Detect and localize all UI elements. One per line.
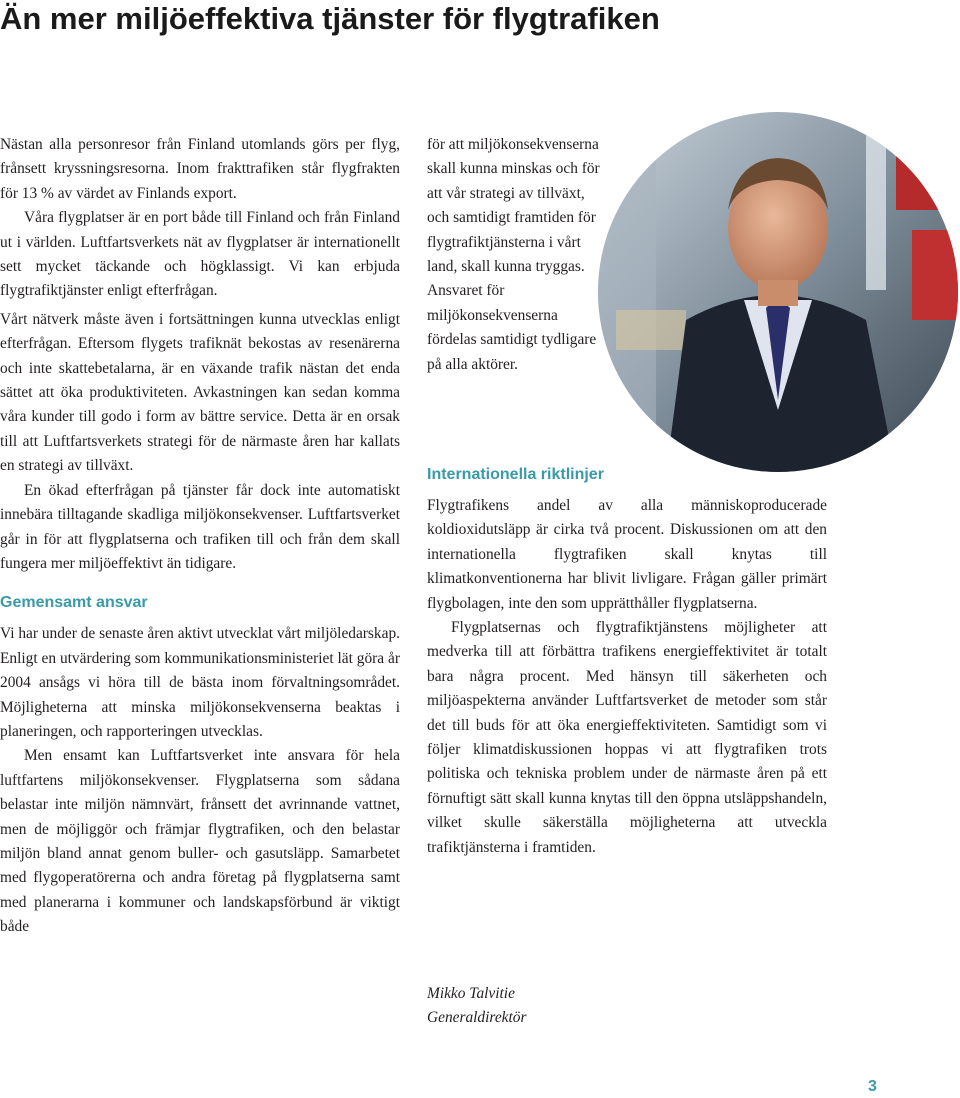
page-title: Än mer miljöeffektiva tjänster för flygtrafiken [0, 1, 660, 36]
right-paragraph-2: Flygtrafikens andel av alla människoproducerade koldioxidutsläpp är cirka två procent. Diskussionen om att den internationella flygtrafiken skall knytas till klimatkonventionerna har blivit livligare. Frågan gäller primärt flygbolagen, inte den som upprätthåller flygplatserna. [427, 497, 827, 612]
right-column-top [427, 133, 603, 377]
left-paragraph-3: Vårt nätverk måste även i fortsättningen kunna utvecklas enligt efterfrågan. Eftersom flygets trafiknät bekostas av resenärerna och inte skattebetalarna, är en växande trafik nästan det enda sättet att öka produktiviteten. Avkastningen kan sedan komma våra kunder till godo i form av bättre service. Detta är en orsak till att Luftfartsverkets strategi för de närmaste åren har kallats en strategi av tillväxt. [0, 310, 400, 475]
right-paragraph-3: Flygplatsernas och flygtrafiktjänstens möjligheter att medverka till att förbättra trafikens energieffektivitet är totalt bara några procent. Med hänsyn till säkerheten och miljöaspekterna använder Luftfartsverket de metoder som står det till buds för att öka energieffektiviteten. Samtidigt som vi följer klimatdiskussionen hoppas vi att flygtrafiken trots politiska och tekniska problem under de närmaste åren på ett förnuftigt sätt skall kunna knytas till den öppna utsläppshandeln, vilket skulle säkerställa möjligheterna att utveckla trafiktjänsterna i framtiden. [427, 619, 827, 856]
signature-name: Mikko Talvitie [427, 985, 515, 1002]
left-paragraph-4: En ökad efterfrågan på tjänster får dock inte automatiskt innebära tilltagande skadliga miljökonsekvenser. Luftfartsverket går in för att flygplatserna och trafiken till och från dem skall fungera mer miljöeffektivt än tidigare. [0, 481, 400, 572]
signature-block [427, 982, 526, 1031]
left-paragraph-6: Men ensamt kan Luftfartsverket inte ansvara för hela luftfartens miljökonsekvenser. Flygplatserna som sådana belastar inte miljön nämnvärt, frånsett det avrinnande vattnet, men de möjliggör och främjar flygtrafiken, och den belastar miljön bland annat genom buller- och gasutsläpp. Samarbetet med flygoperatörerna och andra företag på flygplatserna samt med planerarna i kommuner och landskapsförbund är viktigt både [0, 747, 400, 936]
page-number: 3 [868, 1078, 877, 1095]
left-paragraph-2: Våra flygplatser är en port både till Finland och från Finland ut i världen. Luftfartsverkets nät av flygplatser är internationellt sett mycket täckande och högklassigt. Vi kan erbjuda flygtrafiktjänster enligt efterfrågan. [0, 209, 400, 300]
right-paragraph-1: för att miljökonsekvenserna skall kunna minskas och för att vår strategi av tillväxt, och samtidigt framtiden för flygtrafiktjänsterna i vårt land, skall kunna tryggas. Ansvaret för miljökonsekvenserna fördelas samtidigt tydligare på alla aktörer. [427, 136, 600, 373]
portrait-photo [596, 110, 960, 474]
section-heading-gemensamt-ansvar: Gemensamt ansvar [0, 594, 148, 612]
section-heading-internationella-riktlinjer: Internationella riktlinjer [427, 466, 604, 483]
left-paragraph-5: Vi har under de senaste åren aktivt utvecklat vårt miljöledarskap. Enligt en utvärdering som kommunikationsministeriet lät göra år 2004 ansågs vi höra till de bästa inom förvaltningsområdet. Möjligheterna att minska miljökonsekvenserna beaktas i planeringen, och rapporteringen utvecklas. [0, 625, 400, 740]
right-column-bottom [427, 464, 827, 860]
signature-role: Generaldirektör [427, 1009, 527, 1027]
left-column [0, 133, 400, 940]
left-paragraph-1: Nästan alla personresor från Finland utomlands görs per flyg, frånsett kryssningsresorna. Inom frakttrafiken står flygfrakten för 13 % av värdet av Finlands export. [0, 136, 400, 202]
